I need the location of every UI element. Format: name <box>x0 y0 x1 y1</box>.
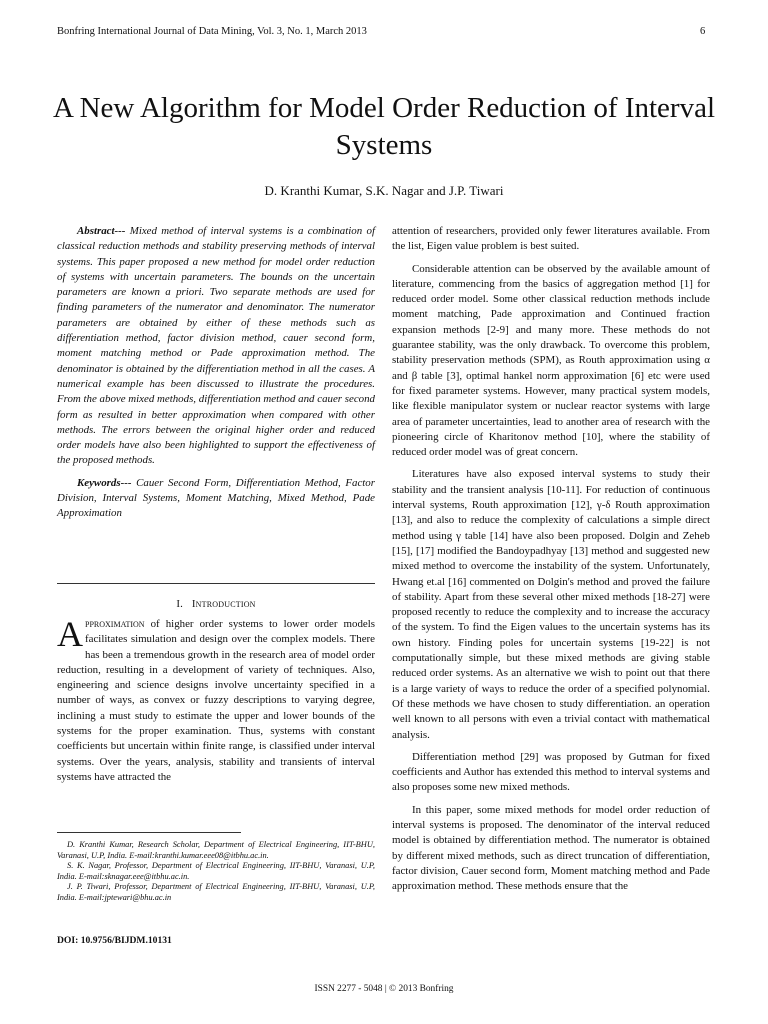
keywords-text: Cauer Second Form, Differentiation Method, Factor Division, Interval Systems, Moment Matching, Mixed Method, Pade Approximation <box>57 476 375 520</box>
page-footer: ISSN 2277 - 5048 | © 2013 Bonfring <box>314 984 454 994</box>
right-paragraph-1: attention of researchers, provided only fewer literatures available. From the list, Eigen value problem is best suited. <box>392 225 710 253</box>
intro-lead: pproximation <box>85 618 145 630</box>
footnote-author-3: J. P. Tiwari, Professor, Department of Electrical Engineering, IIT-BHU, Varanasi, U.P, India. E-mail:jptewari@bhu.ac.in <box>57 882 375 902</box>
paper-title: A New Algorithm for Model Order Reduction of Interval Systems <box>52 92 715 161</box>
footnote-author-2: S. K. Nagar, Professor, Department of Electrical Engineering, IIT-BHU, Varanasi, U.P, India. E-mail:sknagar.eee@itbhu.ac.in. <box>57 861 375 881</box>
author-list: D. Kranthi Kumar, S.K. Nagar and J.P. Tiwari <box>264 183 504 198</box>
doi: DOI: 10.9756/BIJDM.10131 <box>57 935 172 946</box>
drop-cap: A <box>57 614 83 654</box>
footnotes <box>57 840 375 904</box>
left-column <box>57 224 375 522</box>
right-paragraph-5: In this paper, some mixed methods for model order reduction of interval systems is proposed. The denominator of the interval reduced model is obtained by differentiation method. The numerator is obtained by different mixed methods, such as direct truncation of differentiation, factor division, Cauer second form, Moment matching method and Pade approximation method. These methods ensure that the <box>392 803 710 893</box>
keywords <box>57 476 375 522</box>
abstract-text: Mixed method of interval systems is a combination of classical reduction methods and stability preserving methods of interval systems. This paper proposed a new method for model order reduction of systems with uncertain parameters. The bounds on the uncertain parameters are known a priori. Two separate methods are used for finding parameters of the numerator and denominator. The numerator parameters are obtained by either of these methods such as differentiation method, factor division method, cauer second form, moment matching method or Pade approximation method. The denominator is obtained by the differentiation method in all the cases. A numerical example has been discussed to illustrate the procedures. From the above mixed methods, differentiation method and cauer second form as resulted in better approximation when compared with other methods. The errors between the original higher order and reduced order models have also been highlighted to support the effectiveness of the proposed methods. <box>57 225 375 467</box>
keywords-label: Keywords--- <box>77 476 132 489</box>
section-divider <box>57 583 375 584</box>
section-number: I. <box>176 598 184 610</box>
introduction <box>57 614 375 785</box>
journal-header: Bonfring International Journal of Data Mining, Vol. 3, No. 1, March 2013 <box>57 26 367 37</box>
intro-paragraph <box>57 614 375 785</box>
right-paragraph-4: Differentiation method [29] was proposed by Gutman for fixed coefficients and Author has extended this method to interval systems and also proposes some new mixed methods. <box>392 750 710 794</box>
right-column <box>392 224 710 894</box>
right-paragraph-3: Literatures have also exposed interval systems to study their stability and the transient analysis [10-11]. For reduction of continuous interval systems, Routh approximation [12], γ-δ Routh approximation [13], and also to reduce the complexity of calculations a simple direct method using γ table [14] have also been proposed. Dolgin and Zeheb [15], [17] modified the Bandoypadhyay [13] method and suggested new mixed method to overcome the instability of the system. Unfortunately, Hwang et.al [16] commented on Dolgin's method and proved the failure of stability. Apart from these several other mixed methods [18-27] were proposed recently to reduce the complexity and to increase the accuracy of the system. To find the Eigen values to the uncertain systems has its own history. Finding poles for uncertain systems [19-22] is not computationally simple, but these mixed methods are giving stable reduced order systems. As an alternative we wish to point out that there is a large variety of ways to reduce the order of a specified polynomial. Of these methods we have chosen to study differentiation. an operation well known to all persons with even a trivial contact with mathematical analysis. <box>392 468 710 741</box>
section-heading <box>57 598 375 610</box>
abstract-label: Abstract--- <box>77 225 126 237</box>
section-title: Introduction <box>191 598 256 610</box>
footnote-author-1: D. Kranthi Kumar, Research Scholar, Department of Electrical Engineering, IIT-BHU, Varanasi, U.P, India. E-mail:kranthi.kumar.eee08@itbhu.ac.in. <box>57 840 375 860</box>
intro-text: of higher order systems to lower order models facilitates simulation and design over the complex models. There has been a tremendous growth in the research area of model order reduction, resulting in a development of variety of techniques. Also, engineering and science designs involve uncertainty specified in a number of ways, as convex or fuzzy descriptions to varying degree, inclining a must study to estimate the upper and lower bounds of the systems for the proper examination. Thus, systems with constant coefficients but uncertain within finite range, is classified under interval systems. Over the years, analysis, stability and transients of interval systems have attracted the <box>57 618 375 783</box>
page-number: 6 <box>700 26 706 37</box>
footnote-rule <box>57 832 241 833</box>
right-paragraph-2: Considerable attention can be observed by the available amount of literature, commencing from the basics of aggregation method [1] for reduced order model. Some other classical reduction methods include moment matching, Pade approximation and Continued fraction expansion methods [2-9] and many more. These methods do not guarantee stability, was the only drawback. To overcome this problem, stability preservation methods (SPM), as Routh approximation using α and β table [3], optimal hankel norm approximation [6] etc were used for fixed parameter systems. However, many practical system models, like flexible manipulator system or nuclear reactor systems with large area of parameter uncertainties, lead to another area of research with the pioneering circle of Kharitonov method [10], where the stability of reduced order model was of great concern. <box>392 262 710 459</box>
abstract <box>57 224 375 469</box>
